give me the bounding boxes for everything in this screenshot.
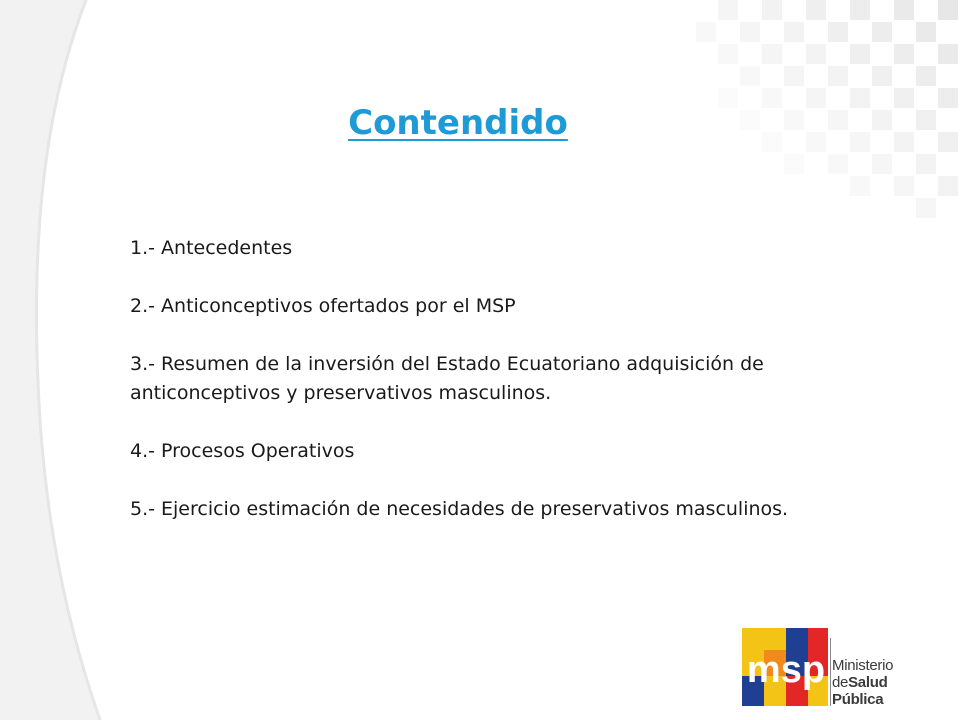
logo-mark-text: msp xyxy=(746,649,826,691)
logo-text xyxy=(832,657,942,708)
content-item-5: 5.- Ejercicio estimación de necesidades de preservativos masculinos. xyxy=(130,498,789,520)
content-item-1: 1.- Antecedentes xyxy=(130,237,293,259)
content-item-2: 2.- Anticonceptivos ofertados por el MSP xyxy=(130,295,516,317)
logo-line-2-prefix: de xyxy=(832,674,849,691)
content-item-4: 4.- Procesos Operativos xyxy=(130,440,355,462)
content-list xyxy=(130,234,830,553)
msp-logo-mark xyxy=(742,624,830,712)
logo-line-1: Ministerio xyxy=(832,657,894,674)
logo-divider xyxy=(830,638,831,706)
logo-line-2 xyxy=(832,674,942,708)
content-item-3: 3.- Resumen de la inversión del Estado Ecuatoriano adquisición de anticonceptivos y preservativos masculinos. xyxy=(130,353,764,404)
msp-logo xyxy=(742,624,942,712)
logo-line-2-bold: Salud Pública xyxy=(832,674,888,708)
slide-title[interactable]: Contendido xyxy=(348,102,568,143)
